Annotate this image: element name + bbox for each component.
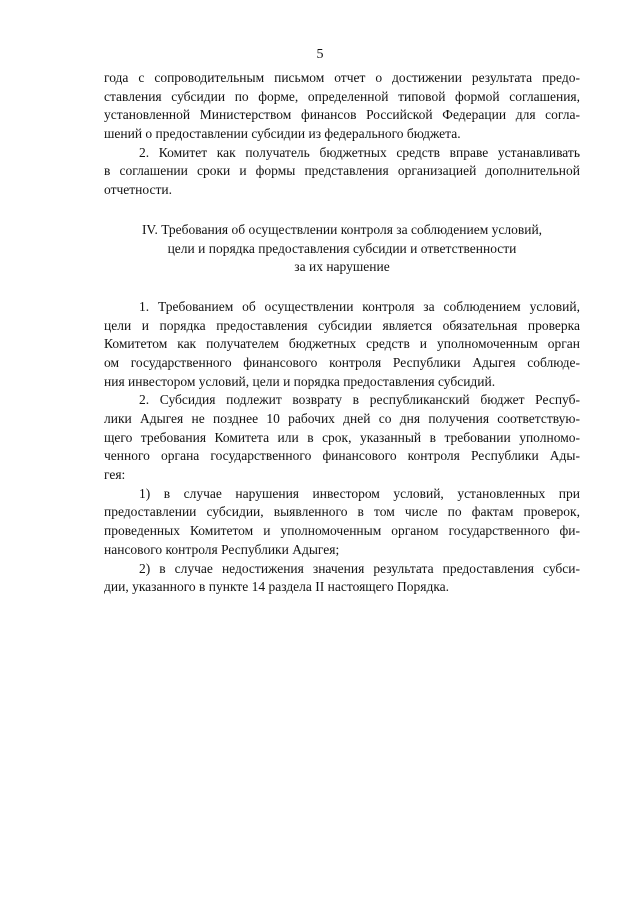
text-line: шений о предоставлении субсидии из федерального бюджета.	[104, 126, 461, 142]
heading-line: за их нарушение	[294, 259, 390, 275]
text-line: 2. Субсидия подлежит возврату в республиканский бюджет Респуб-	[139, 392, 580, 408]
text-line: лики Адыгея не позднее 10 рабочих дней со дня получения соответствую-	[104, 411, 580, 426]
text-line: нансового контроля Республики Адыгея;	[104, 541, 340, 557]
text-line: 2. Комитет как получатель бюджетных средств вправе устанавливать	[139, 144, 580, 160]
text-line: 1. Требованием об осуществлении контроля за соблюдением условий,	[139, 298, 580, 314]
page-number: 5	[316, 47, 324, 62]
text-line: дии, указанного в пункте 14 раздела II настоящего Порядка.	[104, 579, 450, 595]
text-line: предоставлении субсидии, выявленного в том числе по фактам проверок,	[104, 504, 580, 520]
document-body	[104, 69, 580, 597]
heading-line: цели и порядка предоставления субсидии и ответственности	[167, 240, 517, 256]
text-line: 1) в случае нарушения инвестором условий, установленных при	[139, 485, 580, 501]
text-line: ченного органа государственного финансового контроля Республики Ады-	[104, 448, 580, 464]
text-line: 2) в случае недостижения значения результата предоставления субси-	[139, 560, 580, 576]
section-paragraph-1	[104, 298, 580, 391]
text-line: цели и порядка предоставления субсидии является обязательная проверка	[104, 317, 580, 333]
text-line: гея:	[104, 467, 126, 483]
text-line: установленной Министерством финансов Российской Федерации для согла-	[104, 107, 580, 123]
heading-line: IV. Требования об осуществлении контроля за соблюдением условий,	[141, 221, 543, 237]
text-line: ом государственного финансового контроля Республики Адыгея соблюде-	[104, 354, 580, 370]
text-line: щего требования Комитета или в срок, указанный в требовании уполномо-	[104, 429, 580, 445]
text-line: отчетности.	[104, 182, 172, 198]
text-line: ставления субсидии по форме, определенной типовой формой соглашения,	[104, 88, 580, 104]
text-line: года с сопроводительным письмом отчет о достижении результата предо-	[104, 70, 580, 85]
paragraph-intro	[104, 69, 580, 144]
text-line: Комитетом как получателем бюджетных средств и уполномоченным орган	[104, 336, 580, 352]
subitem-1	[104, 485, 580, 560]
section-paragraph-2	[104, 391, 580, 484]
text-line: ния инвестором условий, цели и порядка предоставления субсидий.	[104, 373, 496, 389]
paragraph-2	[104, 144, 580, 200]
subitem-2	[104, 560, 580, 597]
text-line: проведенных Комитетом и уполномоченным органом государственного фи-	[104, 523, 580, 539]
section-heading	[104, 221, 580, 277]
text-line: в соглашении сроки и формы представления организацией дополнительной	[104, 163, 580, 179]
